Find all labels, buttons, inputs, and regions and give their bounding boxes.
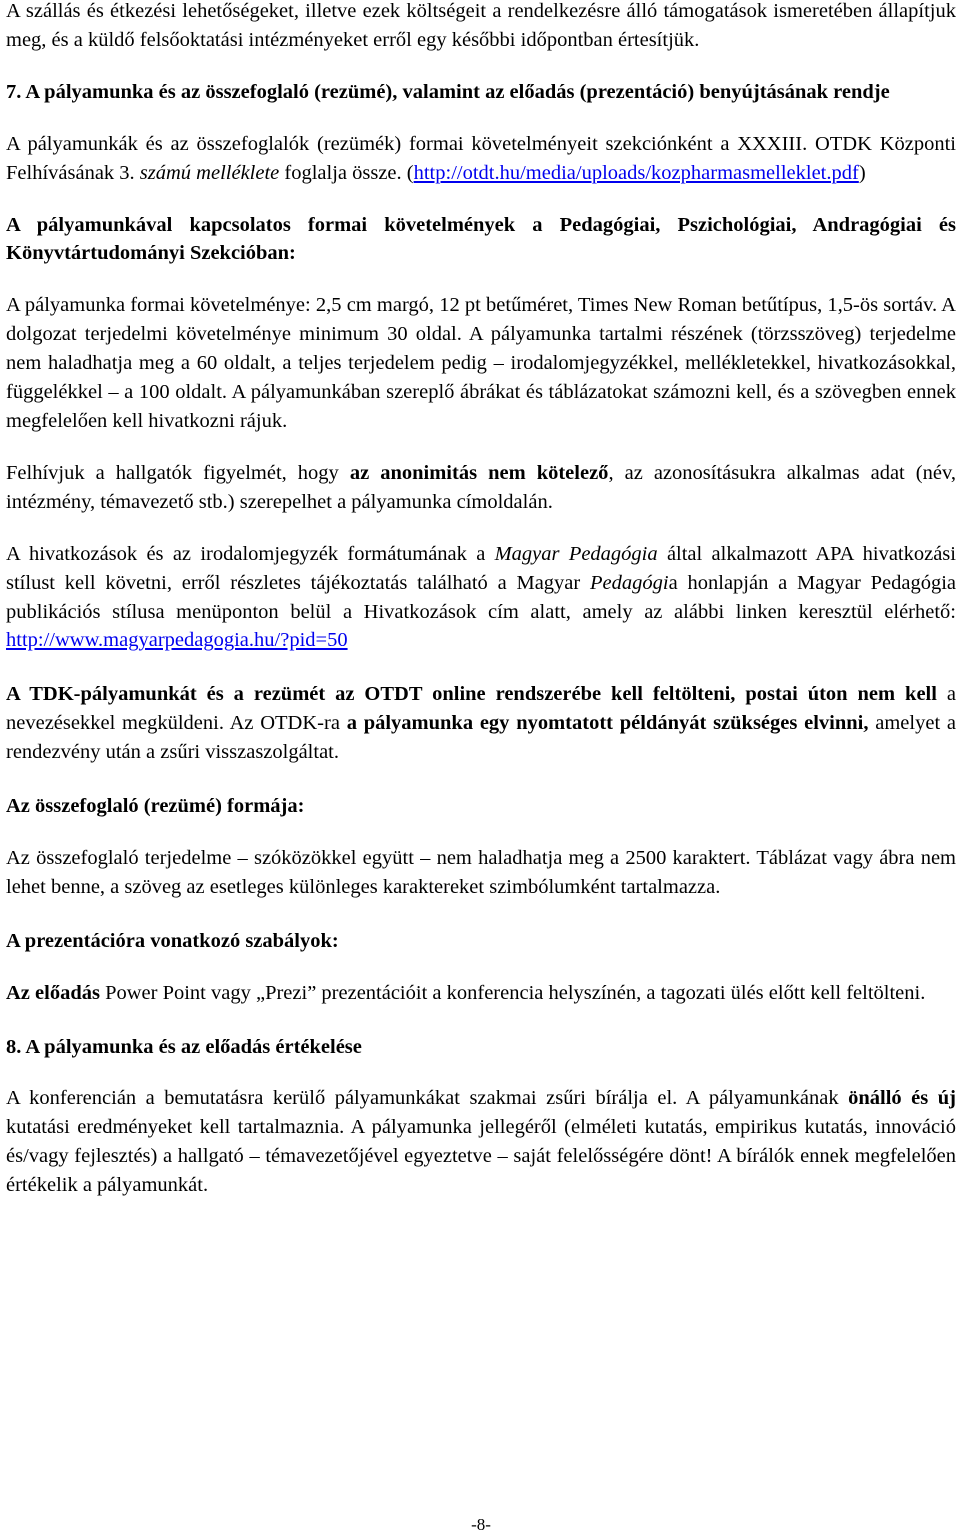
- intro-paragraph: [6, 0, 956, 55]
- anonymity-bold-text: az anonimitás nem kötelező: [349, 461, 609, 484]
- anonymity-text-2: , az azonosításukra alkalmas adat (név, intézmény, témavezető stb.) szerepelhet a pályamunka címoldalán.: [6, 461, 956, 513]
- otdt-annex-link[interactable]: http://otdt.hu/media/uploads/kozpharmasmelleklet.pdf: [413, 161, 859, 184]
- presentation-bold-text: Az előadás: [6, 981, 100, 1004]
- presentation-text: Power Point vagy „Prezi” prezentációit a konferencia helyszínén, a tagozati ülés előtt kell feltölteni.: [99, 981, 926, 1004]
- summary-format-paragraph: [6, 844, 956, 902]
- thesis-format-paragraph: [6, 291, 956, 436]
- presentation-rules-paragraph: [6, 979, 956, 1008]
- upload-bold-text-1: A TDK-pályamunkát és a rezümét az OTDT online rendszerébe kell feltölteni, postai úton nem kell: [6, 683, 937, 706]
- annex-italic-text: számú melléklete: [139, 161, 280, 184]
- citation-style-paragraph: [6, 540, 956, 656]
- summary-format-text: Az összefoglaló terjedelme – szóközökkel együtt – nem haladhatja meg a 2500 karaktert. Táblázat vagy ábra nem lehet benne, a szöveg az esetleges különleges karaktereket szimbólumként tartalmazza.: [6, 846, 956, 898]
- anonymity-paragraph: [6, 459, 956, 517]
- journal-name-partial-italic: Pedagógi: [590, 571, 669, 594]
- thesis-format-text: A pályamunka formai követelménye: 2,5 cm margó, 12 pt betűméret, Times New Roman betűtípus, 1,5-ös sortáv. A dolgozat terjedelmi követelménye minimum 30 oldal. A pályamunka tartalmi részének (törzsszöveg) terjedelme nem haladhatja meg a 60 oldalt, a teljes terjedelem pedig – irodalomjegyzékkel, mellékletekkel, hivatkozásokkal, függelékkel – a 100 oldalt. A pályamunkában szereplő ábrákat és táblázatokat számozni kell, és a szövegben ennek megfelelően kell hivatkozni rájuk.: [6, 294, 956, 432]
- evaluation-text-2: kutatási eredményeket kell tartalmaznia. A pályamunka jellegéről (elméleti kutatás, empirikus kutatás, innováció és/vagy fejlesztés) a hallgató – témavezetőjével egyeztetve – saját felelősségére dönt! A bírálók ennek megfelelően értékelik a pályamunkát.: [6, 1116, 956, 1197]
- section-8-heading-text: 8. A pályamunka és az előadás értékelése: [6, 1035, 362, 1058]
- section-7-heading: [6, 78, 956, 107]
- section-7-heading-text: 7. A pályamunka és az összefoglaló (rezümé), valamint az előadás (prezentáció) benyújtásának rendje: [6, 80, 890, 103]
- citation-text-1: A hivatkozások és az irodalomjegyzék formátumának a: [6, 542, 495, 565]
- intro-text: A szállás és étkezési lehetőségeket, illetve ezek költségeit a rendelkezésre álló támogatások ismeretében állapítjuk meg, és a küldő felsőoktatási intézményeket erről egy későbbi időpontban értesítjük.: [6, 0, 956, 51]
- page-number: -8-: [471, 1515, 491, 1534]
- upload-text-2: amelyet a rendezvény után a zsűri visszaszolgáltat.: [6, 712, 957, 764]
- upload-bold-text-2: a pályamunka egy nyomtatott példányát szükséges elvinni,: [346, 712, 869, 735]
- summary-format-heading: [6, 792, 956, 821]
- magyarpedagogia-link[interactable]: http://www.magyarpedagogia.hu/?pid=50: [6, 629, 348, 652]
- summary-format-heading-text: Az összefoglaló (rezümé) formája:: [6, 795, 305, 818]
- section-requirements-heading: [6, 211, 956, 269]
- format-requirements-paragraph: [6, 130, 956, 188]
- format-text-1: A pályamunkák és az összefoglalók (rezümék) formai követelményeit szekciónként a XXXIII. OTDK Központi Felhívásának 3.: [6, 132, 956, 184]
- journal-name-italic: Magyar Pedagógia: [494, 542, 658, 565]
- format-text-3: ): [858, 161, 866, 184]
- section-8-heading: [6, 1033, 956, 1062]
- anonymity-text-1: Felhívjuk a hallgatók figyelmét, hogy: [6, 461, 350, 484]
- citation-text-3: a honlapján a Magyar Pedagógia publikációs stílusa menüponton belül a Hivatkozások cím alatt, amely az alábbi linken keresztül elérhető:: [6, 571, 957, 623]
- evaluation-text-1: A konferencián a bemutatásra kerülő pályamunkákat szakmai zsűri bírálja el. A pályamunkának: [6, 1087, 849, 1110]
- citation-text-2: által alkalmazott APA hivatkozási stílust kell követni, erről részletes tájékoztatás található a Magyar: [6, 542, 956, 594]
- section-requirements-heading-text: A pályamunkával kapcsolatos formai követelmények a Pedagógiai, Pszichológiai, Andragógiai és Könyvtártudományi Szekcióban:: [6, 213, 956, 265]
- presentation-rules-heading-text: A prezentációra vonatkozó szabályok:: [6, 929, 339, 952]
- format-text-2: foglalja össze. (: [279, 161, 414, 184]
- upload-instructions-paragraph: [6, 680, 956, 767]
- document-page: [6, 0, 956, 1536]
- upload-text-1: a nevezésekkel megküldeni. Az OTDK-ra: [6, 683, 956, 735]
- evaluation-bold-text: önálló és új: [848, 1087, 956, 1110]
- evaluation-paragraph: [6, 1084, 956, 1200]
- presentation-rules-heading: [6, 927, 956, 956]
